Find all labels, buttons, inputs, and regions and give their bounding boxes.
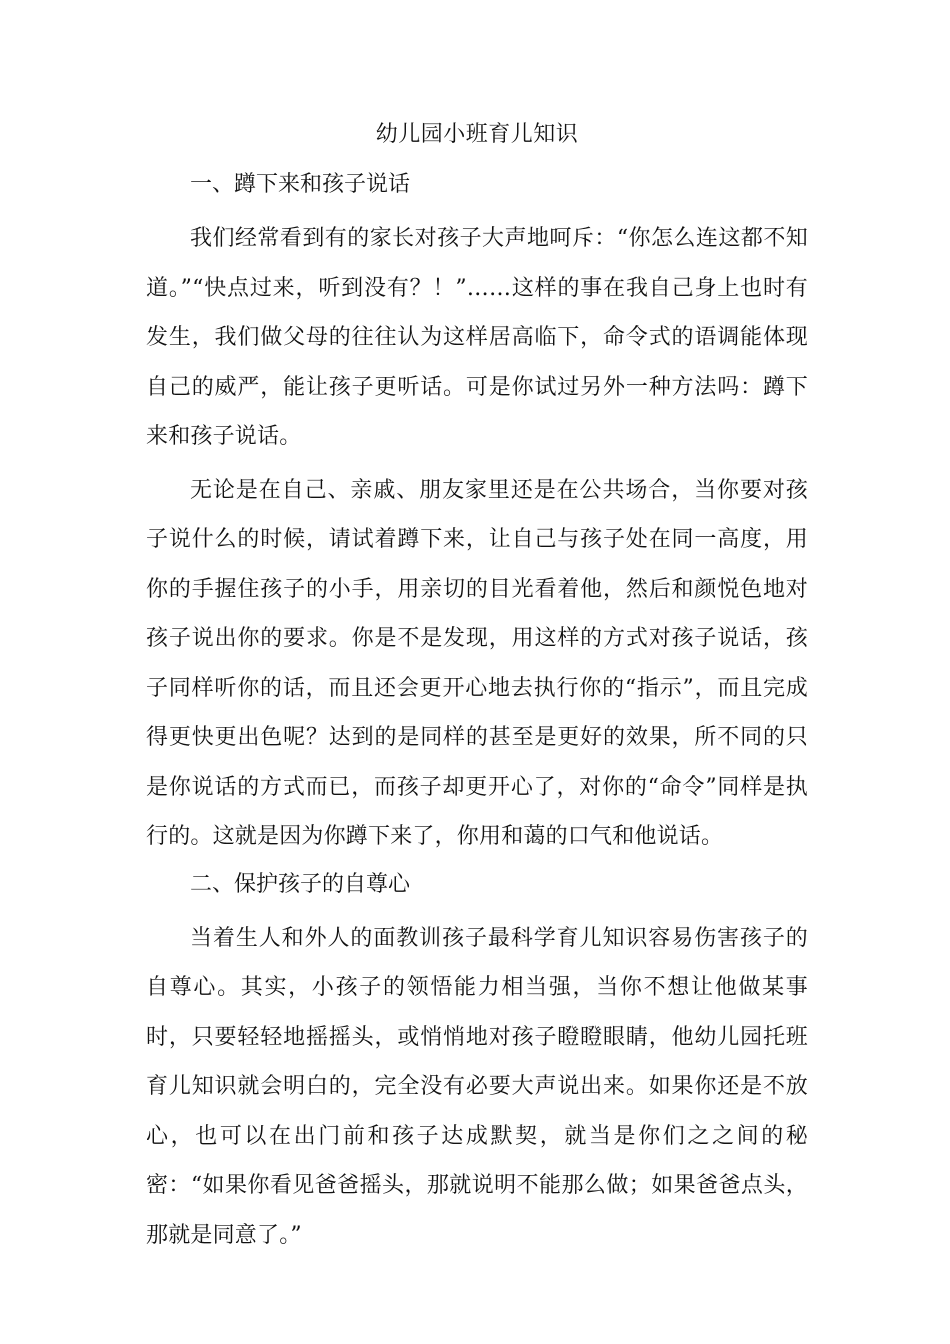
document-title: 幼儿园小班育儿知识 xyxy=(375,122,579,147)
document-page xyxy=(146,116,808,1260)
section-2-paragraph-1: 当着生人和外人的面教训孩子最科学育儿知识容易伤害孩子的自尊心。其实，小孩子的领悟能力相当强，当你不想让他做某事时，只要轻轻地摇摇头，或悄悄地对孩子瞪瞪眼睛，他幼儿园托班育儿知识就会明白的，完全没有必要大声说出来。如果你还是不放心，也可以在出门前和孩子达成默契，就当是你们之之间的秘密：“如果你看见爸爸摇头，那就说明不能那么做；如果爸爸点头，那就是同意了。” xyxy=(146,925,808,1248)
section-1-paragraph-1: 我们经常看到有的家长对孩子大声地呵斥：“你怎么连这都不知道。”“快点过来，听到没有？！”……这样的事在我自己身上也时有发生，我们做父母的往往认为这样居高临下，命令式的语调能体现自己的威严，能让孩子更听话。可是你试过另外一种方法吗：蹲下来和孩子说话。 xyxy=(146,226,808,449)
section-1-paragraph-2: 无论是在自己、亲戚、朋友家里还是在公共场合，当你要对孩子说什么的时候，请试着蹲下来，让自己与孩子处在同一高度，用你的手握住孩子的小手，用亲切的目光看着他，然后和颜悦色地对孩子说出你的要求。你是不是发现，用这样的方式对孩子说话，孩子同样听你的话，而且还会更开心地去执行你的“指示”，而且完成得更快更出色呢？达到的是同样的甚至是更好的效果，所不同的只是你说话的方式而已，而孩子却更开心了，对你的“命令”同样是执行的。这就是因为你蹲下来了，你用和蔼的口气和他说话。 xyxy=(146,477,808,849)
section-heading-1: 一、蹲下来和孩子说话 xyxy=(190,172,411,197)
section-heading-2: 二、保护孩子的自尊心 xyxy=(190,871,411,897)
